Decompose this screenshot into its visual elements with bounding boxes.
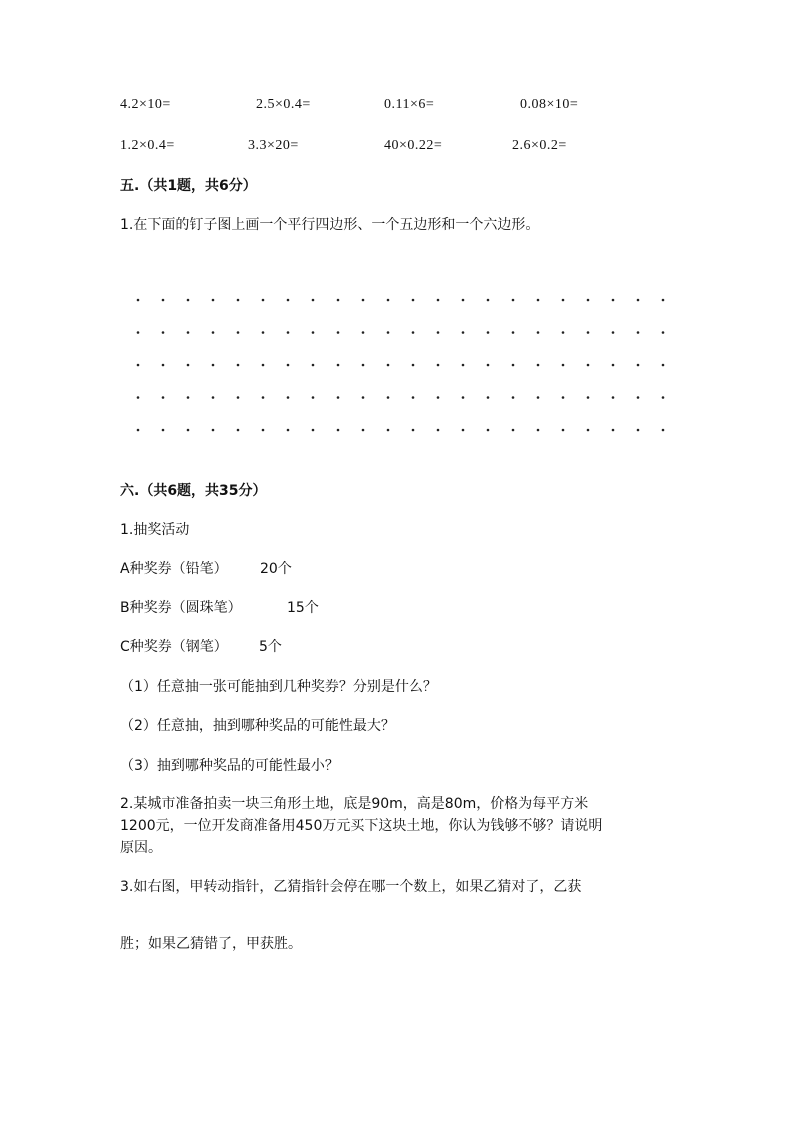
nail-dot	[337, 299, 340, 302]
nail-dot	[387, 364, 390, 367]
nail-dot	[262, 364, 265, 367]
nail-dot	[587, 331, 590, 334]
nail-dot	[562, 396, 565, 399]
nail-dot	[312, 364, 315, 367]
nail-dot	[387, 331, 390, 334]
nail-dot	[337, 331, 340, 334]
nail-dot	[287, 429, 290, 432]
nail-dot	[637, 299, 640, 302]
nail-dot	[487, 364, 490, 367]
nail-dot	[287, 364, 290, 367]
question-text: 1.在下面的钉子图上画一个平行四边形、一个五边形和一个六边形。	[120, 217, 540, 233]
nail-dot	[162, 396, 165, 399]
calc-expression: 0.11×6=	[384, 97, 435, 112]
nail-dot	[462, 429, 465, 432]
nail-dot	[487, 299, 490, 302]
nail-dot	[512, 396, 515, 399]
nail-dot	[312, 396, 315, 399]
nail-dot	[612, 299, 615, 302]
nail-dot	[537, 429, 540, 432]
nail-dot	[237, 331, 240, 334]
nail-dot	[612, 396, 615, 399]
ticket-label: B种奖券（圆珠笔）	[120, 600, 242, 616]
nail-dot	[212, 299, 215, 302]
nail-dot	[587, 364, 590, 367]
nail-dot	[562, 429, 565, 432]
question-text: 2.某城市准备拍卖一块三角形土地，底是90m，高是80m，价格为每平方米	[120, 796, 589, 812]
nail-dot	[212, 396, 215, 399]
nail-dot	[312, 429, 315, 432]
nail-dot	[562, 331, 565, 334]
nail-dot	[512, 299, 515, 302]
nail-dot	[487, 429, 490, 432]
calc-expression: 2.6×0.2=	[512, 138, 567, 153]
nail-dot	[137, 299, 140, 302]
nail-dot	[462, 331, 465, 334]
nail-dot	[312, 299, 315, 302]
question-text: 胜；如果乙猜错了，甲获胜。	[120, 936, 302, 952]
nail-dot	[587, 299, 590, 302]
nail-dot	[612, 364, 615, 367]
nail-dot	[537, 331, 540, 334]
nail-dot	[337, 396, 340, 399]
nail-dot	[437, 299, 440, 302]
nail-dot	[537, 396, 540, 399]
nail-dot	[162, 299, 165, 302]
nail-dot	[662, 331, 665, 334]
nail-dot	[387, 299, 390, 302]
question-title: 1.抽奖活动	[120, 522, 190, 538]
question-text: 原因。	[120, 840, 162, 856]
nail-dot	[362, 299, 365, 302]
sub-question: （2）任意抽，抽到哪种奖品的可能性最大？	[120, 718, 395, 734]
nail-dot	[612, 429, 615, 432]
sub-question: （1）任意抽一张可能抽到几种奖券？分别是什么？	[120, 679, 437, 695]
nail-dot	[387, 396, 390, 399]
nail-dot	[237, 299, 240, 302]
nail-dot	[187, 331, 190, 334]
nail-dot	[187, 364, 190, 367]
nail-dot	[287, 331, 290, 334]
nail-dot	[162, 331, 165, 334]
calc-expression: 40×0.22=	[384, 138, 443, 153]
nail-dot	[562, 299, 565, 302]
nail-dot	[512, 331, 515, 334]
nail-dot	[662, 396, 665, 399]
nail-dot	[187, 299, 190, 302]
calc-expression: 4.2×10=	[120, 97, 171, 112]
ticket-count: 5个	[259, 639, 282, 655]
nail-dot	[662, 429, 665, 432]
nail-dot	[587, 396, 590, 399]
nail-dot	[262, 429, 265, 432]
nail-dot	[137, 396, 140, 399]
nail-dot	[262, 396, 265, 399]
nail-dot	[262, 331, 265, 334]
nail-dot	[462, 364, 465, 367]
nail-dot	[262, 299, 265, 302]
nail-dot	[237, 364, 240, 367]
nail-dot	[612, 331, 615, 334]
nail-dot	[287, 299, 290, 302]
ticket-count: 20个	[260, 561, 292, 577]
nail-dot	[662, 364, 665, 367]
nail-dot	[137, 331, 140, 334]
ticket-count: 15个	[287, 600, 319, 616]
nail-dot	[337, 364, 340, 367]
nail-dot	[187, 396, 190, 399]
calc-expression: 1.2×0.4=	[120, 138, 175, 153]
nail-dot	[637, 396, 640, 399]
nail-dot	[137, 429, 140, 432]
ticket-label: C种奖券（钢笔）	[120, 639, 228, 655]
nail-dot	[387, 429, 390, 432]
question-text: 3.如右图，甲转动指针，乙猜指针会停在哪一个数上，如果乙猜对了，乙获	[120, 879, 582, 895]
nail-dot	[537, 364, 540, 367]
nail-dot	[412, 364, 415, 367]
calc-expression: 0.08×10=	[520, 97, 579, 112]
nail-dot	[512, 364, 515, 367]
nail-dot	[337, 429, 340, 432]
nail-dot	[187, 429, 190, 432]
nail-dot	[412, 299, 415, 302]
sub-question: （3）抽到哪种奖品的可能性最小？	[120, 758, 339, 774]
nail-dot	[212, 364, 215, 367]
nail-dot	[487, 396, 490, 399]
nail-dot	[662, 299, 665, 302]
dot-grid	[130, 288, 670, 438]
nail-dot	[362, 364, 365, 367]
nail-dot	[537, 299, 540, 302]
section-heading: 五.（共1题，共6分）	[120, 178, 257, 194]
nail-dot	[462, 299, 465, 302]
nail-dot	[362, 429, 365, 432]
nail-dot	[212, 331, 215, 334]
nail-dot	[362, 331, 365, 334]
nail-dot	[312, 331, 315, 334]
ticket-label: A种奖券（铅笔）	[120, 561, 228, 577]
calc-expression: 3.3×20=	[248, 138, 299, 153]
nail-dot	[437, 331, 440, 334]
nail-dot	[512, 429, 515, 432]
nail-dot	[637, 364, 640, 367]
nail-dot	[587, 429, 590, 432]
nail-dot	[437, 364, 440, 367]
nail-dot	[137, 364, 140, 367]
nail-dot	[237, 429, 240, 432]
nail-dot	[362, 396, 365, 399]
nail-dot	[412, 429, 415, 432]
nail-dot	[162, 364, 165, 367]
nail-dot	[287, 396, 290, 399]
nail-dot	[462, 396, 465, 399]
nail-dot	[212, 429, 215, 432]
nail-dot	[412, 396, 415, 399]
nail-dot	[562, 364, 565, 367]
nail-dot	[412, 331, 415, 334]
section-heading: 六.（共6题，共35分）	[120, 483, 267, 499]
nail-dot	[637, 429, 640, 432]
nail-dot	[487, 331, 490, 334]
question-text: 1200元，一位开发商准备用450万元买下这块土地，你认为钱够不够？请说明	[120, 818, 603, 834]
nail-dot	[162, 429, 165, 432]
nail-dot	[637, 331, 640, 334]
nail-dot	[437, 429, 440, 432]
nail-dot	[237, 396, 240, 399]
nail-dot	[437, 396, 440, 399]
calc-expression: 2.5×0.4=	[256, 97, 311, 112]
